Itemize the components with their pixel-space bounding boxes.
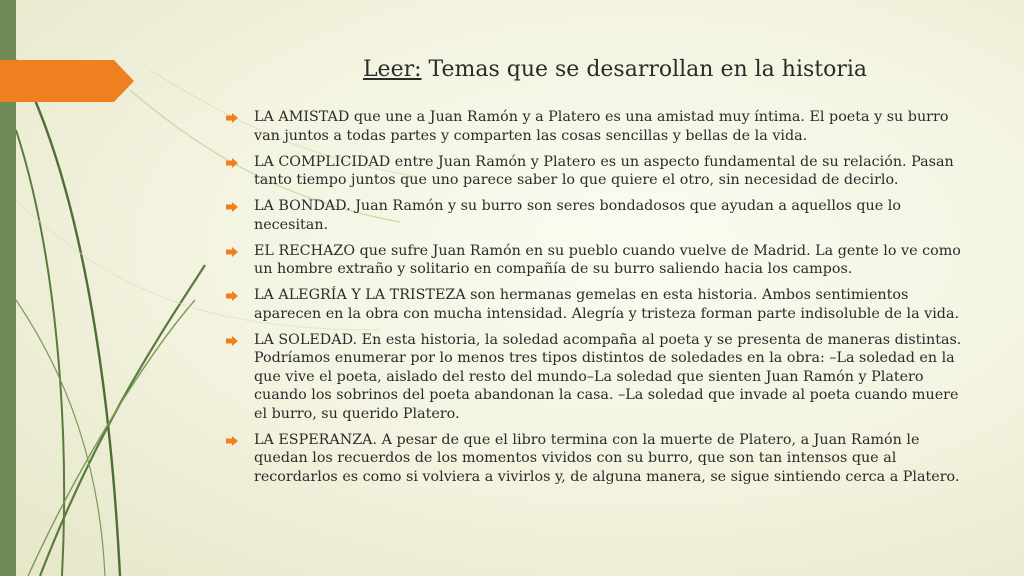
bullet-list: [226, 108, 971, 494]
title-rest: Temas que se desarrollan en la historia: [421, 57, 868, 82]
bullet-alegria-tristeza: [226, 286, 971, 323]
arrow-right-icon: [226, 202, 238, 212]
orange-title-tab: [0, 60, 134, 102]
bullet-esperanza: [226, 431, 971, 487]
arrow-right-icon: [226, 436, 238, 446]
bullet-text: LA COMPLICIDAD entre Juan Ramón y Platero es un aspecto fundamental de su relación. Pasan tanto tiempo juntos que uno parece saber lo que quiere el otro, sin necesidad de decirlo.: [254, 153, 954, 188]
bullet-text: EL RECHAZO que sufre Juan Ramón en su pueblo cuando vuelve de Madrid. La gente lo ve como un hombre extraño y solitario en compañía de su burro saliendo hacia los campos.: [254, 242, 961, 277]
arrow-right-icon: [226, 291, 238, 301]
bullet-bondad: [226, 197, 971, 234]
bullet-rechazo: [226, 242, 971, 279]
bullet-text: LA ALEGRÍA Y LA TRISTEZA son hermanas gemelas en esta historia. Ambos sentimientos aparecen en la obra con mucha intensidad. Alegría y tristeza forman parte indisoluble de la vida.: [254, 287, 960, 322]
arrow-right-icon: [226, 336, 238, 346]
arrow-right-icon: [226, 113, 238, 123]
slide-title: [250, 57, 980, 82]
arrow-right-icon: [226, 247, 238, 257]
bullet-soledad: [226, 331, 971, 424]
bullet-complicidad: [226, 153, 971, 190]
bullet-text: LA AMISTAD que une a Juan Ramón y a Platero es una amistad muy íntima. El poeta y su burro van juntos a todas partes y comparten las cosas sencillas y bellas de la vida.: [254, 109, 949, 144]
arrow-right-icon: [226, 158, 238, 168]
bullet-amistad: [226, 108, 971, 145]
orange-tab-shape: [0, 60, 134, 102]
title-lead: Leer:: [362, 57, 422, 82]
bullet-text: LA SOLEDAD. En esta historia, la soledad acompaña al poeta y se presenta de maneras distintas. Podríamos enumerar por lo menos tres tipos distintos de soledades en la obra: –La soledad en la que vive el poeta, aislado del resto del mundo–La soledad que sienten Juan Ramón y Platero cuando los sobrinos del poeta abandonan la casa. –La soledad que invade al poeta cuando muere el burro, su querido Platero.: [254, 331, 962, 422]
bullet-text: LA BONDAD. Juan Ramón y su burro son seres bondadosos que ayudan a aquellos que lo necesitan.: [254, 198, 901, 233]
bullet-text: LA ESPERANZA. A pesar de que el libro termina con la muerte de Platero, a Juan Ramón le quedan los recuerdos de los momentos vividos con su burro, que son tan intensos que al recordarlos es como si volviera a vivirlos y, de alguna manera, se sigue sintiendo cerca a Platero.: [254, 431, 960, 485]
